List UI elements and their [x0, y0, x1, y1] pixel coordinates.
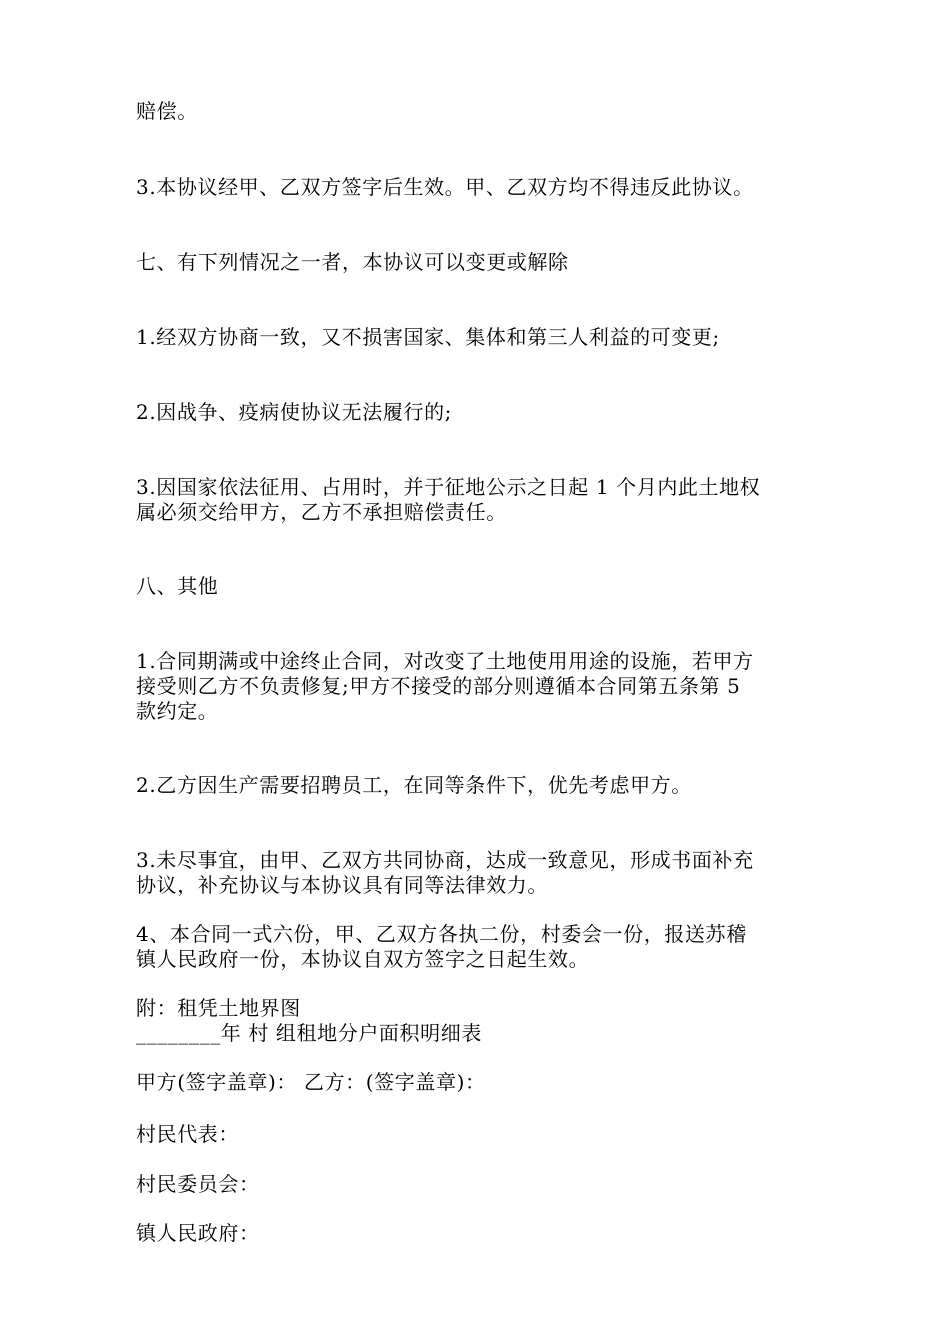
signature-village-committee: 村民委员会：	[136, 1172, 260, 1196]
clause-8-item-4-line-1: 4、本合同一式六份，甲、乙双方各执二份，村委会一份，报送苏稽	[136, 922, 747, 946]
clause-7-item-2: 2.因战争、疫病使协议无法履行的;	[136, 400, 453, 424]
signature-villager-representative: 村民代表：	[136, 1122, 239, 1146]
clause-8-item-1-line-3: 款约定。	[136, 699, 219, 723]
attachment-detail-table: ________年 村 组租地分户面积明细表	[136, 1021, 482, 1045]
clause-7-item-3-line-2: 属必须交给甲方，乙方不承担赔偿责任。	[136, 500, 507, 524]
paragraph-compensation-end: 赔偿。	[136, 99, 198, 123]
clause-8-item-1-line-2: 接受则乙方不负责修复;甲方不接受的部分则遵循本合同第五条第 5	[136, 674, 741, 698]
clause-7-item-1: 1.经双方协商一致，又不损害国家、集体和第三人利益的可变更;	[136, 325, 720, 349]
signature-party-a-b: 甲方(签字盖章)： 乙方：(签字盖章)：	[136, 1070, 486, 1094]
section-7-heading: 七、有下列情况之一者，本协议可以变更或解除	[136, 250, 569, 274]
clause-8-item-3-line-2: 协议，补充协议与本协议具有同等法律效力。	[136, 873, 548, 897]
clause-8-item-2: 2.乙方因生产需要招聘员工，在同等条件下，优先考虑甲方。	[136, 773, 692, 797]
clause-8-item-4-line-2: 镇人民政府一份，本协议自双方签字之日起生效。	[136, 947, 590, 971]
clause-7-item-3-line-1: 3.因国家依法征用、占用时，并于征地公示之日起 1 个月内此土地权	[136, 475, 761, 499]
section-8-heading: 八、其他	[136, 574, 219, 598]
clause-8-item-3-line-1: 3.未尽事宜，由甲、乙双方共同协商，达成一致意见，形成书面补充	[136, 848, 754, 872]
attachment-map: 附：租凭土地界图	[136, 996, 301, 1020]
clause-8-item-1-line-1: 1.合同期满或中途终止合同，对改变了土地使用用途的设施，若甲方	[136, 649, 754, 673]
clause-6-item-3: 3.本协议经甲、乙双方签字后生效。甲、乙双方均不得违反此协议。	[136, 175, 754, 199]
signature-town-government: 镇人民政府：	[136, 1221, 260, 1245]
